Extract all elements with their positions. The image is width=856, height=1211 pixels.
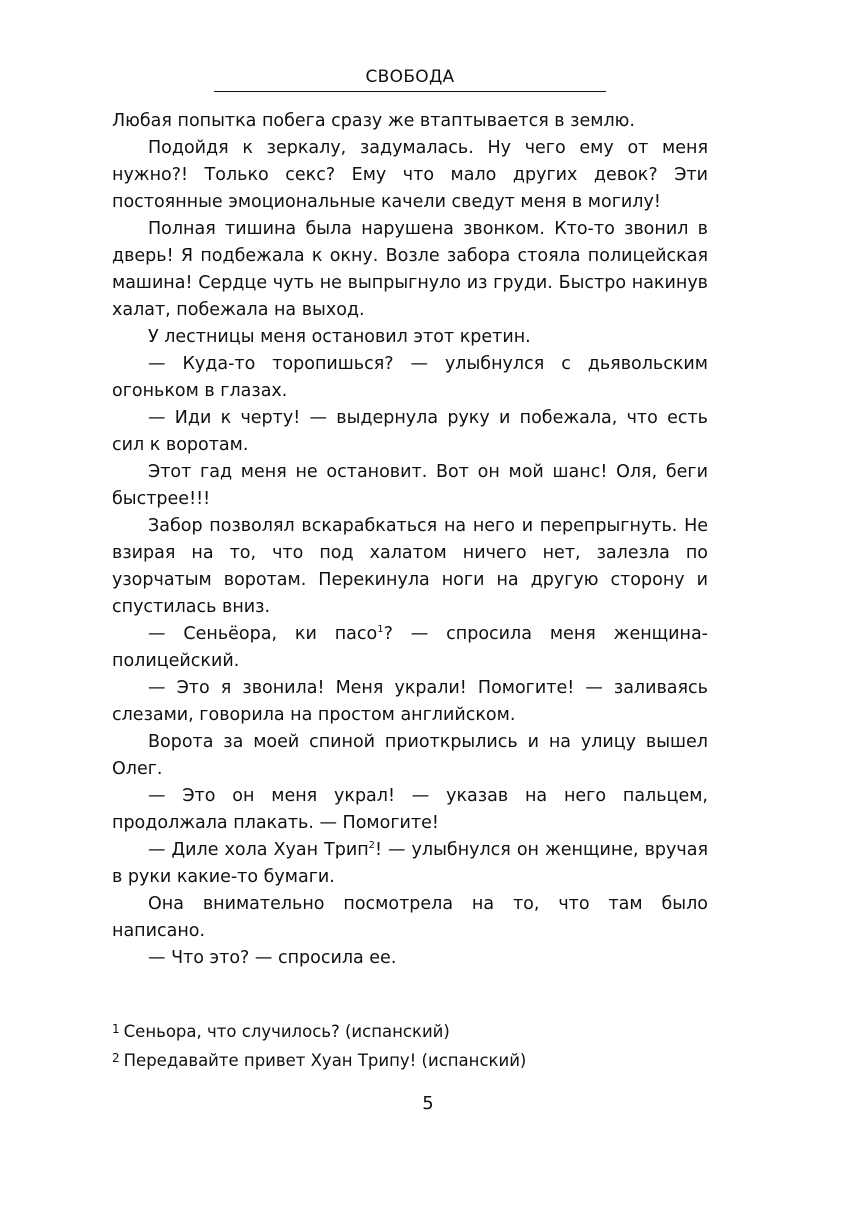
dialogue-paragraph: — Иди к черту! — выдернула руку и побежала, что есть сил к воротам. [112, 408, 708, 455]
paragraph: Полная тишина была нарушена звонком. Кто-то звонил в дверь! Я подбежала к окну. Возле забора стояла полицейская машина! Сердце чуть не выпрыгнуло из груди. Быстро накинув халат, побежала на выход. [112, 219, 708, 320]
footnote-reference: 2 [368, 840, 376, 851]
paragraph-text: ? — спросила меня женщина-полицейский. [112, 624, 708, 671]
paragraph: Она внимательно посмотрела на то, что там было написано. [112, 894, 708, 941]
paragraph-text: ! — улыбнулся он женщине, вручая в руки какие-то бумаги. [112, 840, 708, 887]
chapter-title: СВОБОДА [365, 67, 455, 87]
footnote-number: 1 [112, 1022, 120, 1036]
dialogue-paragraph [112, 837, 708, 891]
footnotes [112, 1016, 708, 1074]
paragraph: Ворота за моей спиной приоткрылись и на улицу вышел Олег. [112, 732, 708, 779]
paragraph-text: — Диле хола Хуан Трип [148, 840, 369, 860]
paragraph: Любая попытка побега сразу же втаптывается в землю. [112, 111, 635, 131]
dialogue-paragraph [112, 621, 708, 675]
dialogue-paragraph: — Что это? — спросила ее. [148, 948, 397, 968]
page-number: 5 [422, 1093, 434, 1114]
footnote-reference: 1 [377, 624, 384, 635]
dialogue-paragraph: — Это я звонила! Меня украли! Помогите! — заливаясь слезами, говорила на простом английском. [112, 678, 708, 725]
footnote-number: 2 [112, 1051, 120, 1065]
dialogue-paragraph: — Куда-то торопишься? — улыбнулся с дьявольским огоньком в глазах. [112, 354, 708, 401]
running-header [214, 66, 606, 92]
dialogue-paragraph: — Это он меня украл! — указав на него пальцем, продолжала плакать. — Помогите! [112, 786, 708, 833]
footnote-text: Сеньора, что случилось? (испанский) [123, 1022, 450, 1041]
paragraph: У лестницы меня остановил этот кретин. [148, 327, 531, 347]
paragraph: Забор позволял вскарабкаться на него и перепрыгнуть. Не взирая на то, что под халатом ничего нет, залезла по узорчатым воротам. Перекинула ноги на другую сторону и спустилась вниз. [112, 516, 708, 617]
paragraph: Этот гад меня не остановит. Вот он мой шанс! Оля, беги быстрее!!! [112, 462, 708, 509]
footnote [112, 1016, 708, 1045]
paragraph-text: — Сеньёора, ки пасо [148, 624, 378, 644]
paragraph: Подойдя к зеркалу, задумалась. Ну чего ему от меня нужно?! Только секс? Ему что мало других девок? Эти постоянные эмоциональные качели сведут меня в могилу! [112, 138, 708, 212]
footnote [112, 1045, 708, 1074]
body-text [112, 108, 708, 972]
footnote-text: Передавайте привет Хуан Трипу! (испанский) [123, 1051, 527, 1070]
header-rule [214, 91, 606, 92]
